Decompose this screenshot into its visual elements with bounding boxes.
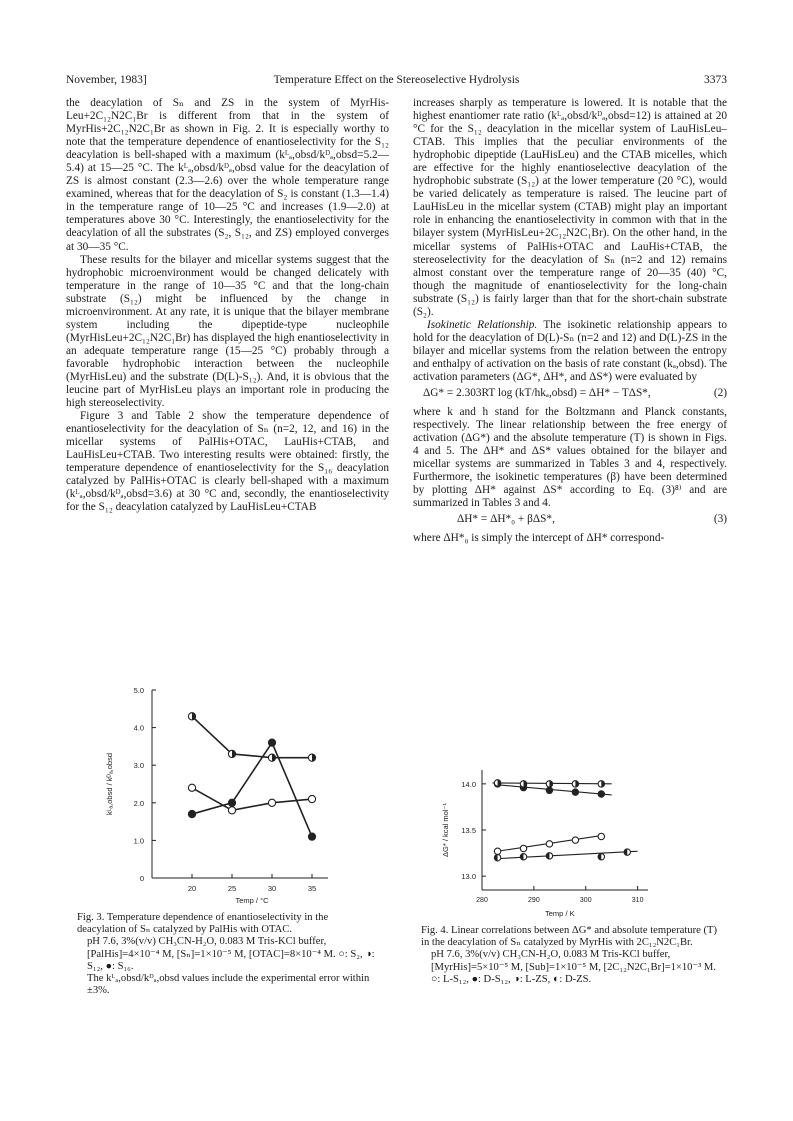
data-point [598, 781, 604, 787]
data-point [268, 799, 275, 806]
fit-line [498, 785, 612, 795]
equation-number: (2) [713, 387, 727, 400]
paragraph: where ΔH*₀ is simply the intercept of ΔH* correspond- [413, 532, 665, 545]
data-point [546, 781, 552, 787]
equation-expression: ΔG* = 2.303RT log (kT/hkₐ,obsd) = ΔH* − TΔS*, [423, 387, 651, 400]
fig3-caption [77, 912, 377, 997]
x-tick-label: 290 [528, 897, 540, 904]
header-title: Temperature Effect on the Stereoselective Hydrolysis [273, 74, 520, 86]
x-tick-label: 310 [631, 897, 644, 904]
data-point [188, 810, 195, 817]
x-tick-label: 30 [267, 884, 277, 893]
left-column-text [66, 97, 389, 675]
data-point [546, 787, 552, 793]
data-point [520, 854, 526, 860]
caption-conditions: pH 7.6, 3%(v/v) CH₃CN-H₂O, 0.083 M Tris-KCl buffer, [MyrHis]=5×10⁻⁵ M, [Sub]=1×10⁻⁵ M, [2C₁₂N2C₁Br]=1×10⁻³ M. ○: L-S₁₂, ●: D-S₁₂, ◑: L-ZS, ◐: D-ZS. [431, 949, 716, 985]
x-tick-label: 35 [307, 884, 317, 893]
data-point [308, 795, 315, 802]
data-point [228, 750, 235, 757]
y-tick-label: 4.0 [133, 723, 144, 733]
section-heading: Isokinetic Relationship. [427, 318, 538, 331]
y-tick-label: 14.0 [461, 779, 476, 789]
data-point [308, 833, 315, 840]
y-axis-label: kᴸₐ,obsd / kᴰₐ,obsd [105, 752, 114, 816]
caption-title: Fig. 4. Linear correlations between ΔG* and absolute temperature (T) in the deacylation of Sₙ catalyzed by MyrHis with 2C₁₂N2C₁Br. [421, 925, 717, 949]
x-tick-label: 20 [187, 884, 197, 893]
paragraph: where k and h stand for the Boltzmann and Planck constants, respectively. The linear relationship between the free energy of activation (ΔG*) and the absolute temperature (T) is shown in Figs. 4 and 5. The ΔH* and ΔS* values obtained for the bilayer and micellar systems are summarized in Tables 3 and 4, respectively. Furthermore, the isokinetic temperatures (β) have been determined by plotting ΔH* against ΔS* according to Eq. (3)⁸⁾ and are summarized in Tables 3 and 4. [413, 406, 727, 510]
equation-expression: ΔH* = ΔH*₀ + βΔS*, [457, 513, 555, 526]
paragraph: These results for the bilayer and micellar systems suggest that the hydrophobic microenvironment would be changed delicately with temperature in the range of 10—35 °C and that the long-chain substrate (S₁₂) might be influenced by the change in microenvironment. At any rate, it is unique that the bilayer membrane system including the dipeptide-type nucleophile (MyrHisLeu+2C₁₂N2C₁Br) has displayed the high enantioselectivity in an adequate temperature range (15—25 °C) probably through a favorable hydrophobic interaction between the nucleophile (MyrHisLeu) and the substrate (D(L)-S₁₂). And, it is obvious that the leucine part of MyrHisLeu plays an important role in producing the high stereoselectivity. [66, 253, 389, 410]
y-tick-label: 3.0 [133, 761, 144, 771]
paragraph-text: The isokinetic relationship appears to hold for the deacylation of D(L)-Sₙ (n=2 and 12) and D(L)-ZS in the bilayer and micellar systems from the relation between the entropy and enthalpy of activation on the basis of rate constant (kₐ,obsd). The activation parameters (ΔG*, ΔH*, and ΔS*) were evaluated by [413, 318, 727, 383]
fig3-chart [92, 680, 332, 910]
caption-title: Fig. 3. Temperature dependence of enantioselectivity in the deacylation of Sₙ catalyzed by PalHis with OTAC. [77, 912, 329, 936]
x-axis-label: Temp / K [545, 909, 575, 918]
y-tick-label: 5.0 [133, 686, 144, 695]
fig4-caption [421, 925, 726, 986]
paragraph: the deacylation of Sₙ and ZS in the system of MyrHis-Leu+2C₁₂N2C₁Br is different from that in the system of MyrHis+2C₁₂N2C₁Br as shown in Fig. 2. It is especially worthy to note that the temperature dependence of enantioselectivity for the S₁₂ deacylation is bell-shaped with a maximum (kᴸₐ,obsd/kᴰₐ,obsd=5.2—5.4) at 15—25 °C. The kᴸₐ,obsd/kᴰₐ,obsd value for the deacylation of ZS is almost constant (2.3—2.6) over the whole temperature range examined, whereas that for the deacylation of S₂ is constant (1.3—1.4) in the temperature range of 10—25 °C and increases (1.9—2.0) at temperatures above 30 °C. Interestingly, the enantioselectivity for the deacylation of all the substrates (S₂, S₁₂, and ZS) employed converges at 30—35 °C. [66, 97, 389, 253]
page-number: 3373 [704, 74, 727, 86]
data-point [188, 713, 195, 720]
y-tick-label: 13.0 [461, 872, 476, 882]
header-date: November, 1983] [66, 74, 147, 86]
caption-note: The kᴸₐ,obsd/kᴰₐ,obsd values include the experimental error within ±3%. [87, 973, 370, 997]
series-line [192, 716, 312, 757]
paragraph: Figure 3 and Table 2 show the temperature dependence of enantioselectivity for the deacylation of Sₙ (n=2, 12, and 16) in the micellar systems of PalHis+OTAC, LauHis+CTAB, and LauHisLeu+CTAB. Two interesting results were obtained: firstly, the temperature dependence of enantioselectivity for the S₁₆ deacylation catalyzed by PalHis+OTAC is clearly bell-shaped with a maximum (kᴸₐ,obsd/kᴰₐ,obsd=3.6) at 30 °C and, secondly, the enantioselectivity for the S₁₂ deacylation catalyzed by LauHisLeu+CTAB [66, 410, 389, 514]
series-line [192, 743, 312, 837]
right-column-text [413, 97, 727, 719]
data-point [546, 841, 552, 847]
data-point [572, 837, 578, 843]
data-point [598, 833, 604, 839]
data-point [494, 854, 500, 860]
x-tick-label: 300 [579, 897, 592, 904]
data-point [308, 754, 315, 761]
paragraph [413, 319, 727, 384]
equation-2 [413, 387, 727, 403]
data-point [188, 784, 195, 791]
running-header [66, 74, 727, 90]
paragraph: increases sharply as temperature is lowered. It is notable that the highest enantiomer rate ratio (kᴸₐ,obsd/kᴰₐ,obsd=12) is attained at 20 °C for the S₁₂ deacylation in the micellar system of LauHisLeu–CTAB. This implies that the peculiar environments of the hydrophobic dipeptide (LauHisLeu) and the CTAB micelles, which are effective for the highly enantioselective deacylation of the hydrophobic substrate (S₁₂) at the lower temperature (20 °C), would be varied delicately as temperature is raised. The leucine part of LauHisLeu in the micellar system (CTAB) might play an important role in enhancing the enantioselectivity in common with that in the bilayer system (MyrHisLeu+2C₁₂N2C₁Br). On the other hand, in the micellar systems of PalHis+OTAC and LauHis+CTAB, the stereoselectivity for the deacylation of Sₙ (n=2 and 12) remains almost constant over the temperature range of 20—35 (40) °C, though the magnitude of enantioselectivity for the long-chain substrate (S₁₂) is fairly larger than that for the short-chain substrate (S₂). [413, 97, 727, 318]
equation-3 [413, 513, 727, 529]
data-point [268, 739, 275, 746]
equation-number: (3) [713, 513, 727, 526]
data-point [228, 799, 235, 806]
data-point [598, 791, 604, 797]
data-point [494, 780, 500, 786]
fit-line [498, 851, 638, 858]
data-point [520, 781, 526, 787]
y-tick-label: 2.0 [133, 798, 144, 808]
data-point [546, 853, 552, 859]
x-axis-label: Temp / °C [235, 896, 269, 905]
data-point [598, 854, 604, 860]
x-tick-label: 280 [476, 897, 488, 904]
data-point [624, 849, 630, 855]
y-tick-label: 13.5 [461, 826, 476, 835]
data-point [520, 845, 526, 851]
data-point [228, 807, 235, 814]
y-axis-label: ΔG* / kcal mol⁻¹ [441, 803, 450, 857]
data-point [572, 789, 578, 795]
data-point [494, 848, 500, 854]
fig4-chart [420, 762, 680, 922]
y-tick-label: 0 [139, 874, 144, 883]
caption-conditions: pH 7.6, 3%(v/v) CH₃CN-H₂O, 0.083 M Tris-KCl buffer, [PalHis]=4×10⁻⁴ M, [Sₙ]=1×10⁻⁵ M, [OTAC]=8×10⁻⁴ M. ○: S₂, ◑: S₁₂, ●: S₁₆. [87, 936, 375, 972]
data-point [268, 754, 275, 761]
y-tick-label: 1.0 [133, 836, 144, 846]
x-tick-label: 25 [227, 884, 237, 893]
data-point [572, 781, 578, 787]
series-line [192, 788, 312, 811]
